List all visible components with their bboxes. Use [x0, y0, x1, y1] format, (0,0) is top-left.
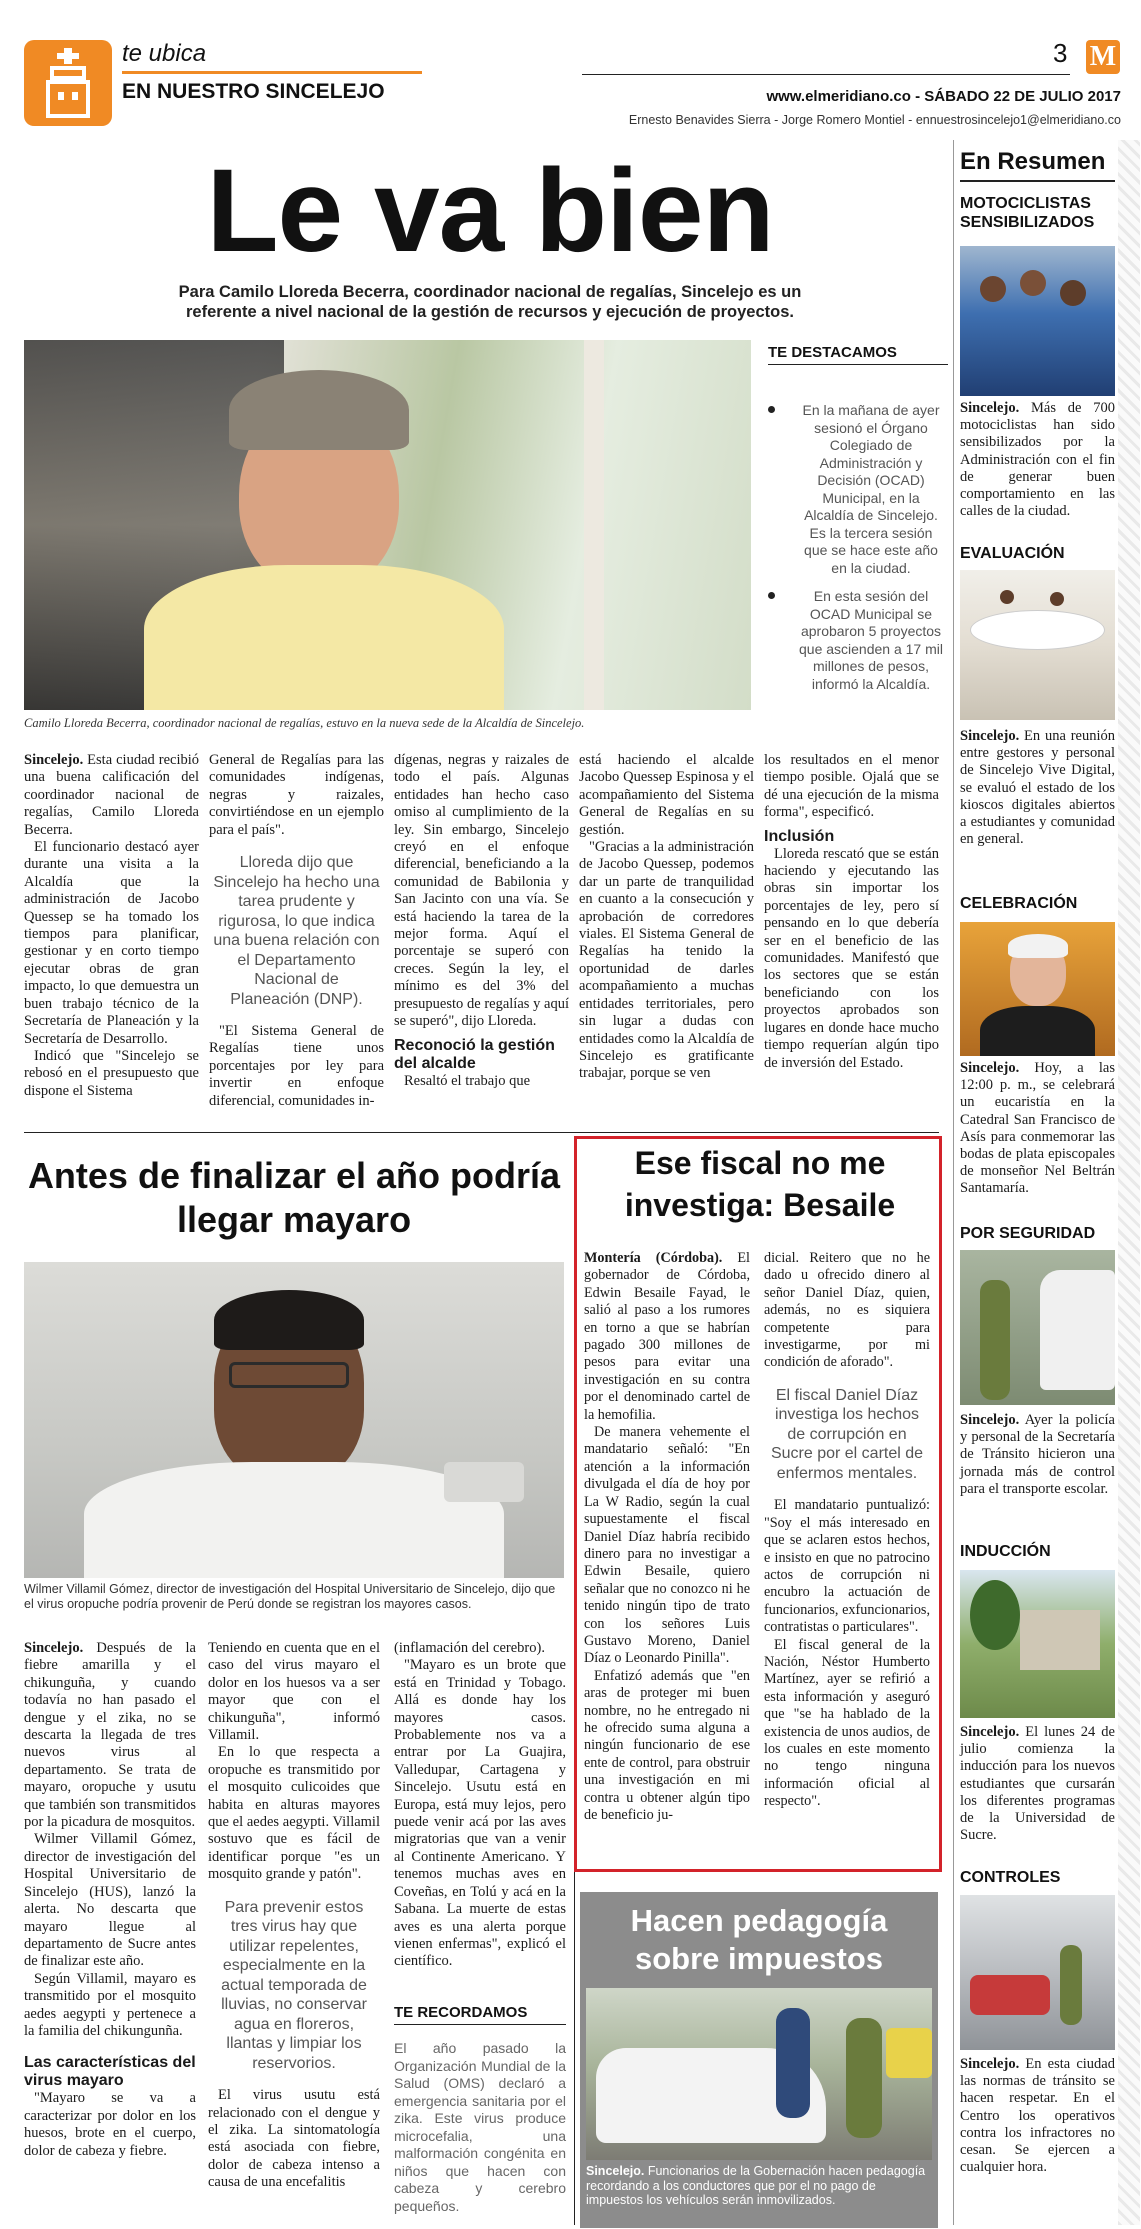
main-headline: Le va bien [206, 145, 774, 277]
sidebar-photo-transito [960, 1250, 1115, 1405]
pull-quote: El fiscal Daniel Díaz investiga los hechos de corrupción en Sucre por el cartel de enfermos mentales. [770, 1386, 924, 1482]
sidebar-photo-monsenor [960, 922, 1115, 1056]
sidebar-heading: EVALUACIÓN [960, 545, 1065, 562]
sidebar-text: Sincelejo. Ayer la policía y personal de la Secretaría de Tránsito hicieron una jornada más de control para el transporte escolar. [960, 1412, 1115, 1497]
sidebar-photo-reunion [960, 570, 1115, 720]
sidebar-text: Sincelejo. En una reunión entre gestores y personal de Sincelejo Vive Digital, se evaluó el estado de los kioscos digitales abiertos a estudiantes y comunidad en general. [960, 728, 1115, 848]
sidebar-pattern [1118, 140, 1140, 2225]
impuestos-headline: Hacen pedagogía sobre impuestos [630, 1903, 888, 1976]
recordamos-rule [394, 2024, 566, 2025]
main-photo-caption: Camilo Lloreda Becerra, coordinador nacional de regalías, estuvo en la nueva sede de la Alcaldía de Sincelejo. [24, 716, 585, 730]
subheading: Reconoció la gestión del alcalde [394, 1036, 555, 1072]
main-deck: Para Camilo Lloreda Becerra, coordinador nacional de regalías, Sincelejo es un referente a nivel nacional de la gestión de recursos y ejecución de proyectos. [178, 283, 802, 321]
section-kicker: te ubica [122, 40, 207, 67]
recordamos-text: El año pasado la Organización Mundial de la Salud (OMS) declaró a emergencia sanitaria por el zika. Este virus produce microcefalia, una malformación congénita en niños que hacen con cabeza y cerebro pequeños. [394, 2040, 566, 2214]
subheading: Las características del virus mayaro [24, 2054, 196, 2090]
header-rule [582, 74, 1070, 75]
pull-quote: Para prevenir estos tres virus hay que utilizar repelentes, especialmente en la actual temporada de lluvias, no conservar agua en floreros, llantas y limpiar los reservorios. [221, 1898, 367, 2072]
highlight-title: TE DESTACAMOS [768, 344, 897, 361]
site-date: www.elmeridiano.co - SÁBADO 22 DE JULIO 2017 [766, 88, 1121, 105]
church-icon [24, 40, 112, 126]
story-divider [24, 1132, 939, 1133]
pull-quote: Lloreda dijo que Sincelejo ha hecho una tarea prudente y rigurosa, lo que indica una buena relación con el Departamento Nacional de Planeación (DNP). [213, 854, 380, 1008]
brand-logo: M [1086, 40, 1120, 74]
sidebar-heading: POR SEGURIDAD [960, 1225, 1096, 1242]
mayaro-headline: Antes de finalizar el año podría llegar mayaro [27, 1155, 561, 1240]
fiscal-col-2: dicial. Reitero que no he dado u ofrecido dinero al señor Daniel Díaz, quien, además, no es siquiera competente para investigarme, por mi condición de aforado". El fiscal Daniel Díaz investiga los hechos de corrupción en Sucre por el cartel de enfermos mentales. El mandatario puntualizó: "Soy el más interesado en que se aclaren estos hechos, e insisto en que no patrocino actos de corrupción ni encubro la actuación de funcionarios, exfuncionarios, contratistas o particulares". El fiscal general de la Nación, Néstor Humberto Martínez, ayer se refirió a esta información y aseguró que "se ha hablado de la existencia de unos audios, de los cuales en este momento no tengo ninguna información oficial al respecto". [764, 1250, 930, 1810]
bullet-icon [768, 406, 775, 413]
main-col-1: Sincelejo. Esta ciudad recibió una buena calificación del coordinador nacional de regalías, Camilo Lloreda Becerra. El funcionario destacó ayer durante una visita a la Alcaldía que la administración de Jacobo Quessep se ha tomado los tiempos para planificar, gestionar y en corto tiempo ejecutar obras de gran impacto, lo que demuestra un buen trabajo técnico de la Secretaría de Planeación y la Secretaría de Desarrollo. Indicó que "Sincelejo se rebosó en el presupuesto que dispone el Sistema [24, 752, 199, 1099]
mayaro-col-3: (inflamación del cerebro). "Mayaro es un brote que está en Trinidad y Tobago. Allá es donde hay los mayores casos. Probablemente nos va a entrar por La Guajira, Valledupar, Cartagena y Sincelejo. Usutu está en Europa, está muy lejos, pero puede venir acá por las aves migratorias que van a venir al Continente Americano. Y tenemos muchas aves en Coveñas, en Tolú y acá en la Sabana. La muerte de estas aves es una alerta porque vienen enfermas", explicó el científico. [394, 1640, 566, 1970]
section-title: EN NUESTRO SINCELEJO [122, 80, 385, 103]
main-col-4: está haciendo el alcalde Jacobo Quessep Espinosa y el acompañamiento del Sistema General de Regalías en su gestión. "Gracias a la administración de Jacobo Quessep, podemos dar un parte de tranquilidad en cuanto a la consecución y aprobación de corredores viales. El Sistema General de Regalías ha tenido la oportunidad de darles acompañamiento a muchas entidades territoriales, pero sin lugar a dudas con entidades como la Alcaldía de Sincelejo es gratificante trabajar, porque se ven [579, 752, 754, 1082]
highlight-item: En la mañana de ayer sesionó el Órgano Colegiado de Administración y Decisión (OCAD) Municipal, en la Alcaldía de Sincelejo. Es la tercera sesión que se hace este año en la ciudad. [768, 402, 944, 577]
fiscal-col-1: Montería (Córdoba). El gobernador de Córdoba, Edwin Besaile Fayad, le salió al paso a los rumores en torno a que se habrían pagado 300 millones de pesos para evitar una investigación en su contra por el denominado cartel de la hemofilia. De manera vehemente el mandatario señaló: "En atención a la información divulgada el día de hoy por La W Radio, según la cual supuestamente el fiscal Daniel Díaz habría recibido dinero para no investigar a Edwin Besaile, quiero señalar que no conozco ni he tenido ningún tipo de trato con los señores Luis Gustavo Moreno, Daniel Díaz o Leonardo Pinilla". Enfatizó además que "en aras de proteger mi buen nombre, no he entregado ni he ofrecido suma alguna a ningún funcionario de ese ente de control, para obstruir una investigación en mi contra u obtener algún tipo de beneficio ju- [584, 1250, 750, 1823]
section-logo [24, 40, 112, 126]
sidebar-heading: INDUCCIÓN [960, 1543, 1051, 1560]
sidebar-photo-controles [960, 1895, 1115, 2050]
recordamos-title: TE RECORDAMOS [394, 2004, 528, 2021]
sidebar-text: Sincelejo. Hoy, a las 12:00 p. m., se celebrará un eucaristía en la Catedral San Francisco de Asís para conmemorar las bodas de plata episcopales de monseñor Nel Beltrán Santamaría. [960, 1060, 1115, 1197]
author-line: Ernesto Benavides Sierra - Jorge Romero Montiel - ennuestrosincelejo1@elmeridiano.co [628, 113, 1121, 127]
fiscal-headline: Ese fiscal no me investiga: Besaile [624, 1145, 896, 1223]
impuestos-box [580, 1892, 938, 2228]
main-col-5: los resultados en el menor tiempo posible. Ojalá que se dé una ejecución de la misma forma", especificó. Inclusión Lloreda rescató que se están haciendo y ejecutando las obras sin importar los porcentajes de ley, pero sí pensando en lo que debería ser en el beneficio de las comunidades. Manifestó que los sectores que se están beneficiando con los proyectos aprobados son lugares en donde hace mucho tiempo requerían algún tipo de inversión del Estado. [764, 752, 939, 1071]
sidebar-heading: CONTROLES [960, 1869, 1061, 1886]
sidebar-heading: MOTOCICLISTAS SENSIBILIZADOS [960, 195, 1095, 231]
main-col-2: General de Regalías para las comunidades indígenas, negras y raizales, convirtiéndose en un ejemplo para el país". Lloreda dijo que Sincelejo ha hecho una tarea prudente y rigurosa, lo que indica una buena relación con el Departamento Nacional de Planeación (DNP). "El Sistema General de Regalías tiene unos porcentajes por ley para invertir en enfoque diferencial, comunidades in- [209, 752, 384, 1109]
mayaro-col-1: Sincelejo. Después de la fiebre amarilla y el chikunguña, y cuando todavía no han pasado el dengue y el zika, no se descarta la llegada de tres nuevos virus al departamento. Se trata de mayaro, oropuche y usutu que también son transmitidos por la picadura de mosquitos. Wilmer Villamil Gómez, director de investigación del Hospital Universitario de Sincelejo (HUS), lanzó la alerta. No descarta que mayaro llegue al departamento de Sucre antes de finalizar este año. Según Villamil, mayaro es transmitido por el mosquito aedes aegypti y pertenece a la familia del chikungunña. Las características del virus mayaro "Mayaro se va a caracterizar por dolor en los huesos, brote en el cuerpo, dolor de cabeza y fiebre. [24, 1640, 196, 2159]
sidebar-heading: CELEBRACIÓN [960, 895, 1078, 912]
subheading: Inclusión [764, 827, 835, 845]
sidebar-photo-motos [960, 246, 1115, 396]
sidebar-text: Sincelejo. Más de 700 motociclistas han sido sensibilizados por la Administración con el fin de generar buen comportamiento en las calles de la ciudad. [960, 400, 1115, 520]
sidebar-divider [953, 140, 954, 2225]
kicker-rule [122, 71, 422, 74]
lloreda-photo [24, 340, 751, 710]
mayaro-col-2: Teniendo en cuenta que en el caso del virus mayaro el dolor en los huesos va a ser mayor que con el chikunguña", informó Villamil. En lo que respecta a oropuche es transmitido por el mosquito culicoides que habita en alturas mayores que el aedes aegypti. Villamil sostuvo que es fácil de identificar porque "es un mosquito grande y patón". Para prevenir estos tres virus hay que utilizar repelentes, especialmente en la actual temporada de lluvias, no conservar agua en floreros, llantas y limpiar los reservorios. El virus usutu está relacionado con el dengue y el zika. La sintomatología está asociada con fiebre, dolor de cabeza intenso a causa de una encefalitis [208, 1640, 380, 2191]
sidebar-title-rule [960, 180, 1115, 182]
mayaro-photo-caption: Wilmer Villamil Gómez, director de investigación del Hospital Universitario de Sincelejo, dijo que el virus oropuche podría provenir de Perú donde se registran los mayores casos. [24, 1582, 556, 1611]
sidebar-title: En Resumen [960, 148, 1106, 175]
main-col-3: dígenas, negras y raizales de todo el país. Algunas entidades han hecho caso omiso al cumplimiento de la ley. Sin embargo, Sincelejo creyó en el enfoque diferencial, beneficiando a la comunidad de Babilonia y San Jacinto con una vía. Se está haciendo la tarea de la mejor forma. Aquí el porcentaje se superó con creces. Según la ley, el mínimo es del 3% del presupuesto de regalías y aquí se superó", dijo Lloreda. Reconoció la gestión del alcalde Resaltó el trabajo que [394, 752, 569, 1089]
sidebar-photo-universidad [960, 1570, 1115, 1718]
impuestos-photo [586, 1988, 932, 2160]
highlight-item: En esta sesión del OCAD Municipal se aprobaron 5 proyectos que ascienden a 17 mil millones de pesos, informó la Alcaldía. [768, 588, 944, 693]
villamil-photo [24, 1262, 564, 1578]
highlight-rule [768, 364, 948, 365]
impuestos-caption: Sincelejo. Funcionarios de la Gobernación hacen pedagogía recordando a los conductores que por el no pago de impuestos los vehículos serán inmovilizados. [586, 2164, 926, 2207]
sidebar-text: Sincelejo. En esta ciudad las normas de tránsito se hacen respetar. En el Centro los operativos contra los infractores no cesan. Se ejercen a cualquier hora. [960, 2056, 1115, 2176]
bullet-icon [768, 592, 775, 599]
page-number: 3 [1053, 38, 1068, 68]
sidebar-text: Sincelejo. El lunes 24 de julio comienza la inducción para los nuevos estudiantes que cursarán los diferentes programas de la Universidad de Sucre. [960, 1724, 1115, 1844]
